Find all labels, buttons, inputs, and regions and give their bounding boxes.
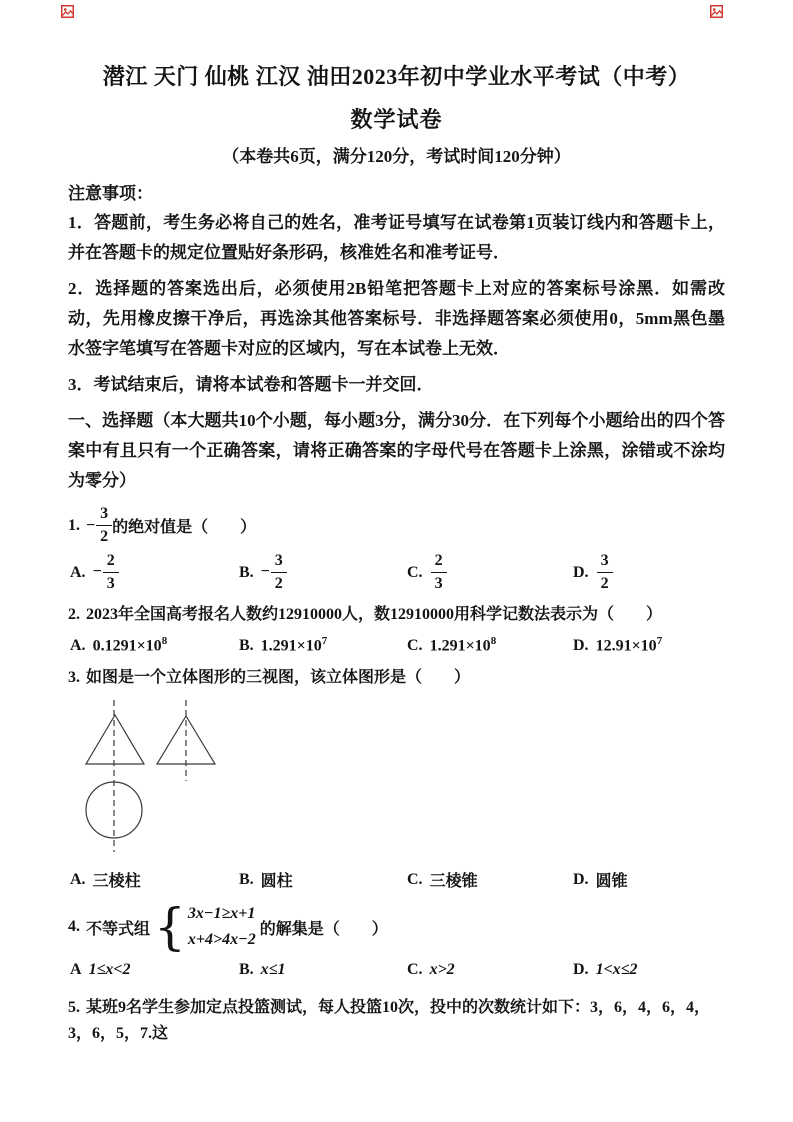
option-b: B. x≤1 [239, 961, 286, 979]
option-d: D. 1<x≤2 [573, 961, 638, 979]
option-c: C. $1.291\times 10^8$ [407, 635, 497, 655]
question-2-stem: 2. 2023年全国高考报名人数约12910000人，数12910000用科学记数法表示为（ ） [68, 606, 663, 623]
left-brace: { [154, 898, 186, 957]
note-item-3: 3．考试结束后，请将本试卷和答题卡一并交回． [68, 375, 434, 394]
question-4-options [68, 961, 725, 979]
red-mark-icon [61, 5, 74, 18]
paper-info-line: （本卷共6页，满分120分，考试时间120分钟） [222, 147, 571, 166]
option-d: D. $12.91\times 10^7$ [573, 635, 663, 655]
question-1-text: 的绝对值是（ ） [112, 519, 257, 536]
question-1-number: 1. [68, 516, 80, 534]
question-3-options [68, 868, 725, 891]
note-item-2: 2．选择题的答案选出后，必须使用2B铅笔把答题卡上对应的答案标号涂黑．如需改动，先用橡皮擦干净后，再选涂其他答案标号．非选择题答案必须使用0，5mm黑色墨水签字笔填写在答题卡对应的区域内，写在本试卷上无效． [68, 279, 725, 358]
fraction-sign: − [86, 516, 96, 534]
option-c: C. $\frac{2}{3}$ [407, 553, 573, 592]
inequality-system: { 3x−1≥x+1 x+4>4x−2 [154, 898, 256, 957]
option-b: B. 圆柱 [239, 870, 293, 891]
option-c: C. 三棱锥 [407, 870, 478, 891]
red-mark-icon [710, 5, 723, 18]
option-b: B. − $\frac{3}{2}$ [239, 553, 407, 592]
question-2-options [68, 636, 725, 655]
cone-three-views-image [84, 697, 246, 855]
question-3-stem: 3. 如图是一个立体图形的三视图，该立体图形是（ ） [68, 669, 471, 687]
option-c: C. x>2 [407, 961, 455, 979]
question-1-stem [68, 506, 725, 545]
three-views-figure [84, 697, 725, 860]
question-5-stem: 5. 某班9名学生参加定点投篮测试，每人投篮10次，投中的次数统计如下：3，6，4，6，4，3，6，5，7.这 [68, 999, 711, 1043]
notes-heading: 注意事项： [68, 184, 153, 203]
option-a: A. 三棱柱 [70, 870, 141, 891]
option-a: A. $0.1291\times 10^8$ [70, 635, 168, 655]
section-1-heading: 一、选择题（本大题共10个小题，每小题3分，满分30分．在下列每个小题给出的四个答案中有且只有一个正确答案，请将正确答案的字母代号在答题卡上涂黑，涂错或不涂均为零分） [68, 411, 725, 490]
fraction: $\frac{3}{2}$ [96, 506, 112, 545]
note-item-1: 1．答题前，考生务必将自己的姓名，准考证号填写在试卷第1页装订线内和答题卡上，并在答题卡的规定位置贴好条形码，核准姓名和准考证号． [68, 213, 725, 262]
question-4-stem: 4. 不等式组 { 3x−1≥x+1 x+4>4x−2 的解集是（ ） [68, 898, 388, 957]
paper-subject-title: 数学试卷 [350, 107, 443, 132]
option-a: A. − $\frac{2}{3}$ [70, 553, 239, 592]
question-1-options [68, 553, 725, 592]
exam-title: 潜江 天门 仙桃 江汉 油田2023年初中学业水平考试（中考） [102, 64, 691, 89]
option-d: D. 圆锥 [573, 870, 628, 891]
option-b: B. $1.291\times 10^7$ [239, 635, 328, 655]
option-a: A 1≤x<2 [70, 961, 131, 979]
option-d: D. $\frac{3}{2}$ [573, 553, 725, 592]
